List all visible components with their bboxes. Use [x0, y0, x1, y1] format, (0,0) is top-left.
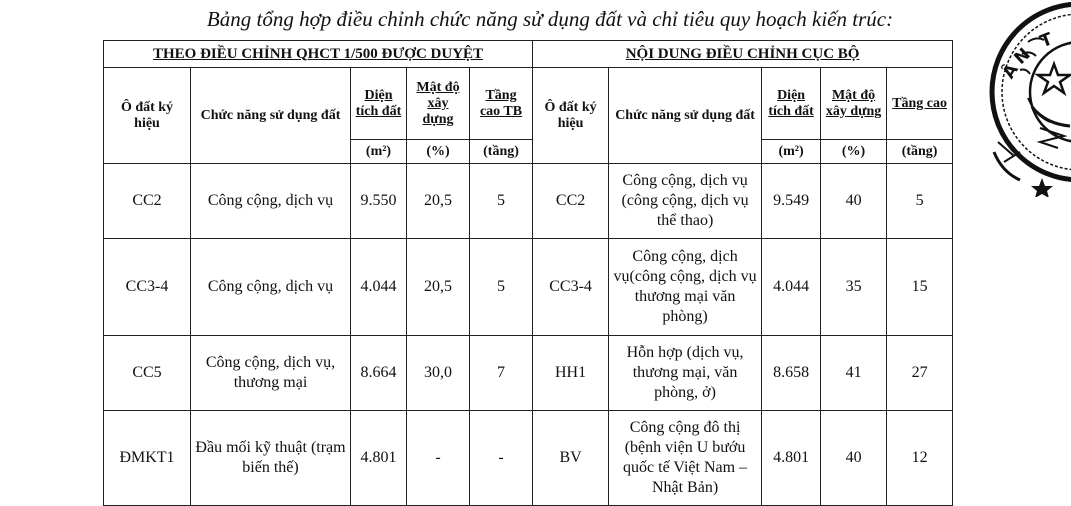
right-lot-cell: CC3-4 [533, 239, 609, 336]
seal-text: ÂN T [998, 27, 1060, 83]
right-area-cell: 4.044 [762, 239, 821, 336]
left-function-cell: Đầu mối kỹ thuật (trạm biến thế) [191, 411, 351, 506]
right-header-density-text: Mật độ xây dựng [825, 87, 882, 119]
left-header-density-text: Mật độ xây dựng [416, 79, 460, 127]
land-use-table [103, 40, 953, 506]
right-floors-cell: 15 [887, 239, 953, 336]
right-function-cell: Hỗn hợp (dịch vụ, thương mại, văn phòng, ở) [609, 336, 762, 411]
right-density-cell: 40 [821, 411, 887, 506]
left-function-cell: Công cộng, dịch vụ [191, 164, 351, 239]
left-lot-cell: CC3-4 [104, 239, 191, 336]
official-seal [984, 2, 1071, 197]
right-header-floors-text: Tầng cao [892, 95, 947, 111]
left-lot-cell: ĐMKT1 [104, 411, 191, 506]
left-header-density [407, 68, 470, 140]
table-row [104, 336, 953, 411]
table-caption: Bảng tổng hợp điều chỉnh chức năng sử dụng đất và chỉ tiêu quy hoạch kiến trúc: [206, 7, 894, 31]
right-group-title: NỘI DUNG ĐIỀU CHỈNH CỤC BỘ [533, 41, 953, 68]
right-unit-area: (m²) [762, 140, 821, 164]
left-header-floors [470, 68, 533, 140]
right-floors-cell: 27 [887, 336, 953, 411]
left-group-title: THEO ĐIỀU CHỈNH QHCT 1/500 ĐƯỢC DUYỆT [104, 41, 533, 68]
right-area-cell: 9.549 [762, 164, 821, 239]
left-header-function: Chức năng sử dụng đất [191, 68, 351, 164]
right-header-area-text: Diện tích đất [768, 87, 814, 119]
left-function-cell: Công cộng, dịch vụ [191, 239, 351, 336]
left-floors-cell: 5 [470, 239, 533, 336]
left-floors-cell: - [470, 411, 533, 506]
right-density-cell: 40 [821, 164, 887, 239]
left-area-cell: 4.044 [351, 239, 407, 336]
right-header-density [821, 68, 887, 140]
left-density-cell: 30,0 [407, 336, 470, 411]
left-header-area [351, 68, 407, 140]
right-density-cell: 41 [821, 336, 887, 411]
left-floors-cell: 7 [470, 336, 533, 411]
right-density-cell: 35 [821, 239, 887, 336]
table-row [104, 164, 953, 239]
right-lot-cell: HH1 [533, 336, 609, 411]
left-header-area-text: Diện tích đất [355, 87, 402, 119]
left-area-cell: 9.550 [351, 164, 407, 239]
group-header-row [104, 41, 953, 68]
right-unit-floors: (tầng) [887, 140, 953, 164]
left-density-cell: 20,5 [407, 239, 470, 336]
right-header-function: Chức năng sử dụng đất [609, 68, 762, 164]
left-function-cell: Công cộng, dịch vụ, thương mại [191, 336, 351, 411]
left-header-floors-text: Tầng cao TB [479, 87, 523, 119]
right-unit-density: (%) [821, 140, 887, 164]
right-header-floors [887, 68, 953, 140]
left-unit-floors: (tầng) [470, 140, 533, 164]
right-lot-cell: BV [533, 411, 609, 506]
seal-icon [984, 2, 1071, 197]
column-header-row [104, 68, 953, 140]
left-area-cell: 4.801 [351, 411, 407, 506]
right-header-area [762, 68, 821, 140]
left-density-cell: - [407, 411, 470, 506]
left-area-cell: 8.664 [351, 336, 407, 411]
right-header-lot: Ô đất ký hiệu [533, 68, 609, 164]
right-area-cell: 4.801 [762, 411, 821, 506]
left-unit-density: (%) [407, 140, 470, 164]
table-row [104, 411, 953, 506]
left-density-cell: 20,5 [407, 164, 470, 239]
right-floors-cell: 12 [887, 411, 953, 506]
right-function-cell: Công cộng đô thị (bệnh viện U bướu quốc tế Việt Nam – Nhật Bản) [609, 411, 762, 506]
right-function-cell: Công cộng, dịch vụ(công cộng, dịch vụ thương mại văn phòng) [609, 239, 762, 336]
left-unit-area: (m²) [351, 140, 407, 164]
left-lot-cell: CC5 [104, 336, 191, 411]
left-header-lot: Ô đất ký hiệu [104, 68, 191, 164]
table-row [104, 239, 953, 336]
right-area-cell: 8.658 [762, 336, 821, 411]
left-floors-cell: 5 [470, 164, 533, 239]
right-floors-cell: 5 [887, 164, 953, 239]
right-function-cell: Công cộng, dịch vụ (công cộng, dịch vụ thể thao) [609, 164, 762, 239]
left-lot-cell: CC2 [104, 164, 191, 239]
right-lot-cell: CC2 [533, 164, 609, 239]
